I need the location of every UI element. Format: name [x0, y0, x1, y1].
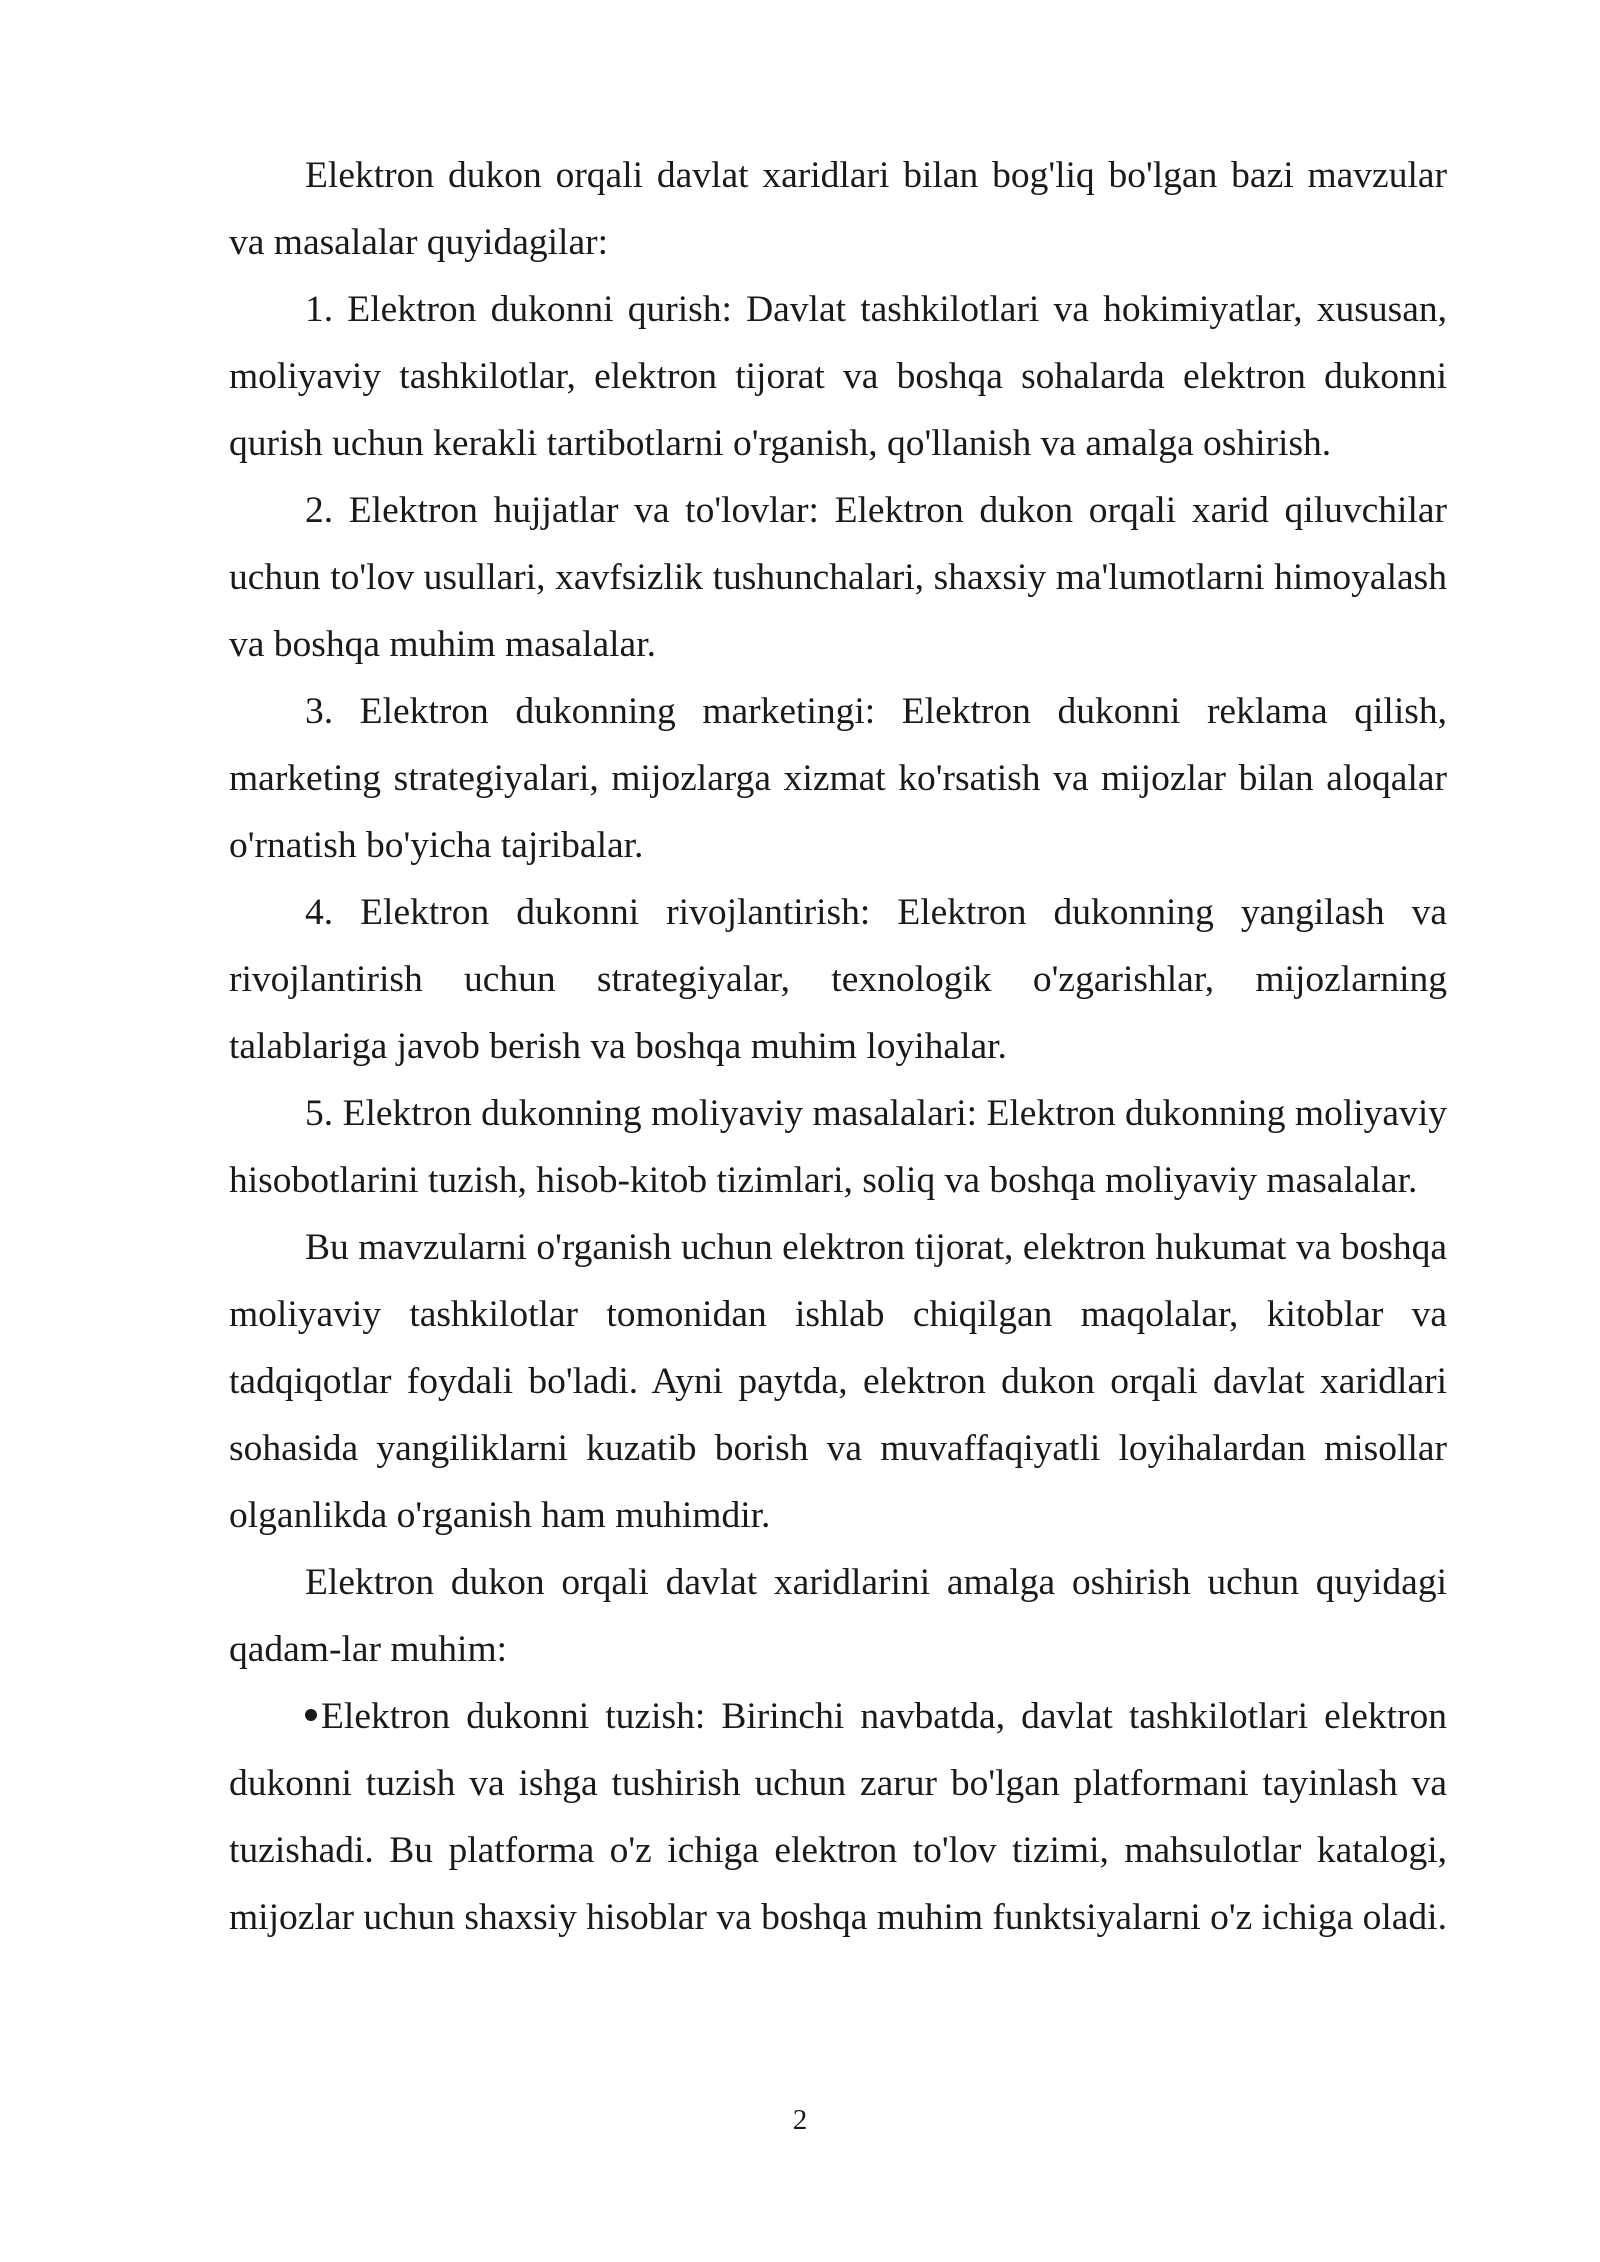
paragraph-item-1: 1. Elektron dukonni qurish: Davlat tashkilotlari va hokimiyatlar, xususan, moliyaviy tashkilotlar, elektron tijorat va boshqa sohalarda elektron dukonni qurish uchun kerakli tartibotlarni o'rganish, qo'llanish va amalga oshirish.: [229, 289, 1447, 464]
paragraph-item-3: 3. Elektron dukonning marketingi: Elektron dukonni reklama qilish, marketing strategiyalari, mijozlarga xizmat ko'rsatish va mijozlar bilan aloqalar o'rnatish bo'yicha tajribalar.: [229, 691, 1447, 866]
bullet-icon: [305, 1709, 317, 1721]
paragraph-item-4: 4. Elektron dukonni rivojlantirish: Elektron dukonning yangilash va rivojlantirish uchun strategiyalar, texnologik o'zgarishlar, mijozlarning talablariga javob berish va boshqa muhim loyihalar.: [229, 892, 1447, 1067]
document-body: [229, 142, 1447, 1951]
page-number: 2: [792, 2104, 808, 2136]
paragraph-item-5: 5. Elektron dukonning moliyaviy masalalari: Elektron dukonning moliyaviy hisobotlarini tuzish, hisob-kitob tizimlari, soliq va boshqa moliyaviy masalalar.: [229, 1093, 1447, 1201]
paragraph-item-2: 2. Elektron hujjatlar va to'lovlar: Elektron dukon orqali xarid qiluvchilar uchun to'lov usullari, xavfsizlik tushunchalari, shaxsiy ma'lumotlarni himoyalash va boshqa muhim masalalar.: [229, 490, 1447, 665]
bullet-item-text: Elektron dukonni tuzish: Birinchi navbatda, davlat tashkilotlari elektron dukonni tuzish va ishga tushirish uchun zarur bo'lgan platformani tayinlash va tuzishadi. Bu platforma o'z ichiga elektron to'lov tizimi, mahsulotlar katalogi, mijozlar uchun shaxsiy hisoblar va boshqa muhim funktsiyalarni o'z ichiga oladi.: [229, 1696, 1447, 1938]
paragraph-summary: Bu mavzularni o'rganish uchun elektron tijorat, elektron hukumat va boshqa moliyaviy tashkilotlar tomonidan ishlab chiqilgan maqolalar, kitoblar va tadqiqotlar foydali bo'ladi. Ayni paytda, elektron dukon orqali davlat xaridlari sohasida yangiliklarni kuzatib borish va muvaffaqiyatli loyihalardan misollar olganlikda o'rganish ham muhimdir.: [229, 1227, 1447, 1536]
bullet-list-item: [229, 1683, 1447, 1951]
paragraph-intro: Elektron dukon orqali davlat xaridlari bilan bog'liq bo'lgan bazi mavzular va masalalar quyidagilar:: [229, 155, 1447, 263]
paragraph-steps-intro: Elektron dukon orqali davlat xaridlarini amalga oshirish uchun quyidagi qadam-lar muhim:: [229, 1562, 1447, 1670]
